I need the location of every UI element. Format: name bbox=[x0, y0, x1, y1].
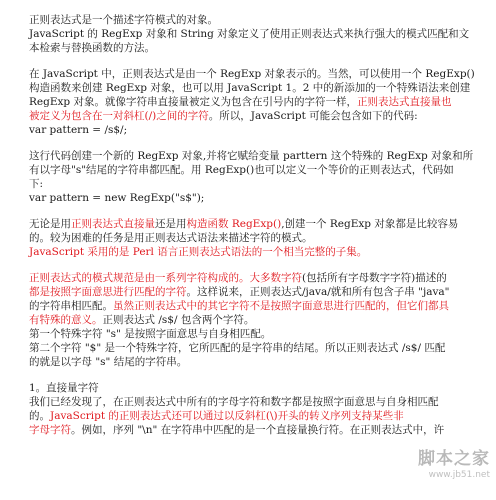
highlight-text: 正则表达式的模式规范是由一系列字符构成的。大多数字符 bbox=[29, 272, 302, 284]
text-span: (包括所有字母数字字符)描述的 bbox=[302, 272, 447, 284]
paragraph-pattern-example bbox=[29, 149, 484, 205]
text-line: 的。较为困难的任务是用正则表达式语法来描述字符的模式。 bbox=[29, 232, 313, 244]
highlight-text: 都是按照字面意思进行匹配的字符 bbox=[29, 286, 187, 298]
text-line: 有以字母"s"结尾的字符串都匹配。用 RegExp()也可以定义一个等价的正则表达式，代码如 bbox=[29, 164, 454, 176]
text-span: 无论是用 bbox=[29, 218, 71, 230]
document-body bbox=[29, 13, 484, 449]
text-span: 正则表达式 /s$/ 包含两个字符。 bbox=[102, 314, 255, 326]
paragraph-syntax bbox=[29, 217, 484, 259]
text-line bbox=[29, 313, 484, 327]
text-span: 。这样说来，正则表达式/java/就和所有包含子串 "java" bbox=[186, 286, 450, 298]
text-line: 构造函数来创建 RegExp 对象，也可以用 JavaScript 1。2 中的新添加的一个特殊语法来创建 bbox=[29, 82, 471, 94]
highlight-text: 正则表达式直接量 bbox=[71, 218, 155, 230]
highlight-text: 有特殊的意义。 bbox=[29, 314, 103, 326]
text-span: RegExp 对象。就像字符串直接量被定义为包含在引号内的字符一样， bbox=[29, 96, 357, 108]
highlight-text: 虽然正则表达式中的其它字符不是按照字面意思进行匹配的，但它们都具 bbox=[113, 300, 449, 312]
text-line: 在 JavaScript 中，正则表达式是由一个 RegExp 对象表示的。当然，可以使用一个 RegExp() bbox=[29, 68, 475, 80]
text-span: ,创建一个 RegExp 对象都是比较容易 bbox=[281, 218, 459, 230]
text-line: 的就是以字母 "s" 结尾的字符串。 bbox=[29, 356, 188, 368]
highlight-text: 被定义为包含在一对斜杠(/)之间的字符 bbox=[29, 110, 209, 122]
text-line: JavaScript 的 RegExp 对象和 String 对象定义了使用正则表达式来执行强大的模式匹配和文 bbox=[29, 28, 470, 40]
watermark-url: www.jb51.net bbox=[428, 470, 490, 480]
text-line: 这行代码创建一个新的 RegExp 对象,并将它赋给变量 parttern 这个特殊的 RegExp 对象和所 bbox=[29, 150, 474, 162]
code-line: var pattern = new RegExp("s$"); bbox=[29, 192, 205, 204]
text-line bbox=[29, 409, 484, 423]
highlight-text: 字母字符 bbox=[29, 424, 71, 436]
highlight-text: 构造函数 RegExp() bbox=[186, 218, 282, 230]
text-line bbox=[29, 95, 484, 109]
highlight-line: JavaScript 采用的是 Perl 语言正则表达式语法的一个相当完整的子集。 bbox=[29, 246, 368, 258]
text-line bbox=[29, 423, 484, 437]
watermark bbox=[418, 449, 490, 482]
text-span: 的。 bbox=[29, 410, 50, 422]
highlight-text: JavaScript 的正则表达式还可以通过以反斜杠(\)开头的转义序列支持某些非 bbox=[50, 410, 404, 422]
text-line bbox=[29, 299, 484, 313]
text-span: 。例如，序列 "\n" 在字符串中匹配的是一个直接量换行符。在正则表达式中，许 bbox=[71, 424, 445, 436]
text-line bbox=[29, 109, 484, 123]
section-heading: 1。直接量字符 bbox=[29, 382, 99, 394]
text-line bbox=[29, 285, 484, 299]
paragraph-intro bbox=[29, 13, 484, 55]
text-line: 我们已经发现了，在正则表达式中所有的字母字符和数字都是按照字面意思与自身相匹配 bbox=[29, 396, 439, 408]
text-span: 。所以，JavaScript 可能会包含如下的代码: bbox=[208, 110, 418, 122]
code-line: var pattern = /s$/; bbox=[29, 124, 128, 136]
paragraph-pattern-spec bbox=[29, 271, 484, 369]
text-line bbox=[29, 271, 484, 285]
text-line bbox=[29, 217, 484, 231]
text-line: 下: bbox=[29, 178, 44, 190]
text-line: 第一个特殊字符 "s" 是按照字面意思与自身相匹配。 bbox=[29, 328, 272, 340]
paragraph-regexp-object bbox=[29, 67, 484, 137]
text-span: 还是用 bbox=[155, 218, 187, 230]
text-line: 本检索与替换函数的方法。 bbox=[29, 42, 155, 54]
text-line: 第二个字符 "$" 是一个特殊字符，它所匹配的是字符串的结尾。所以正则表达式 /s$/ 匹配 bbox=[29, 342, 446, 354]
watermark-logo: 脚本之家 bbox=[418, 449, 490, 469]
paragraph-literal-chars bbox=[29, 381, 484, 437]
highlight-text: 正则表达式直接量也 bbox=[357, 96, 452, 108]
text-span: 的字符串相匹配。 bbox=[29, 300, 113, 312]
text-line: 正则表达式是一个描述字符模式的对象。 bbox=[29, 14, 218, 26]
